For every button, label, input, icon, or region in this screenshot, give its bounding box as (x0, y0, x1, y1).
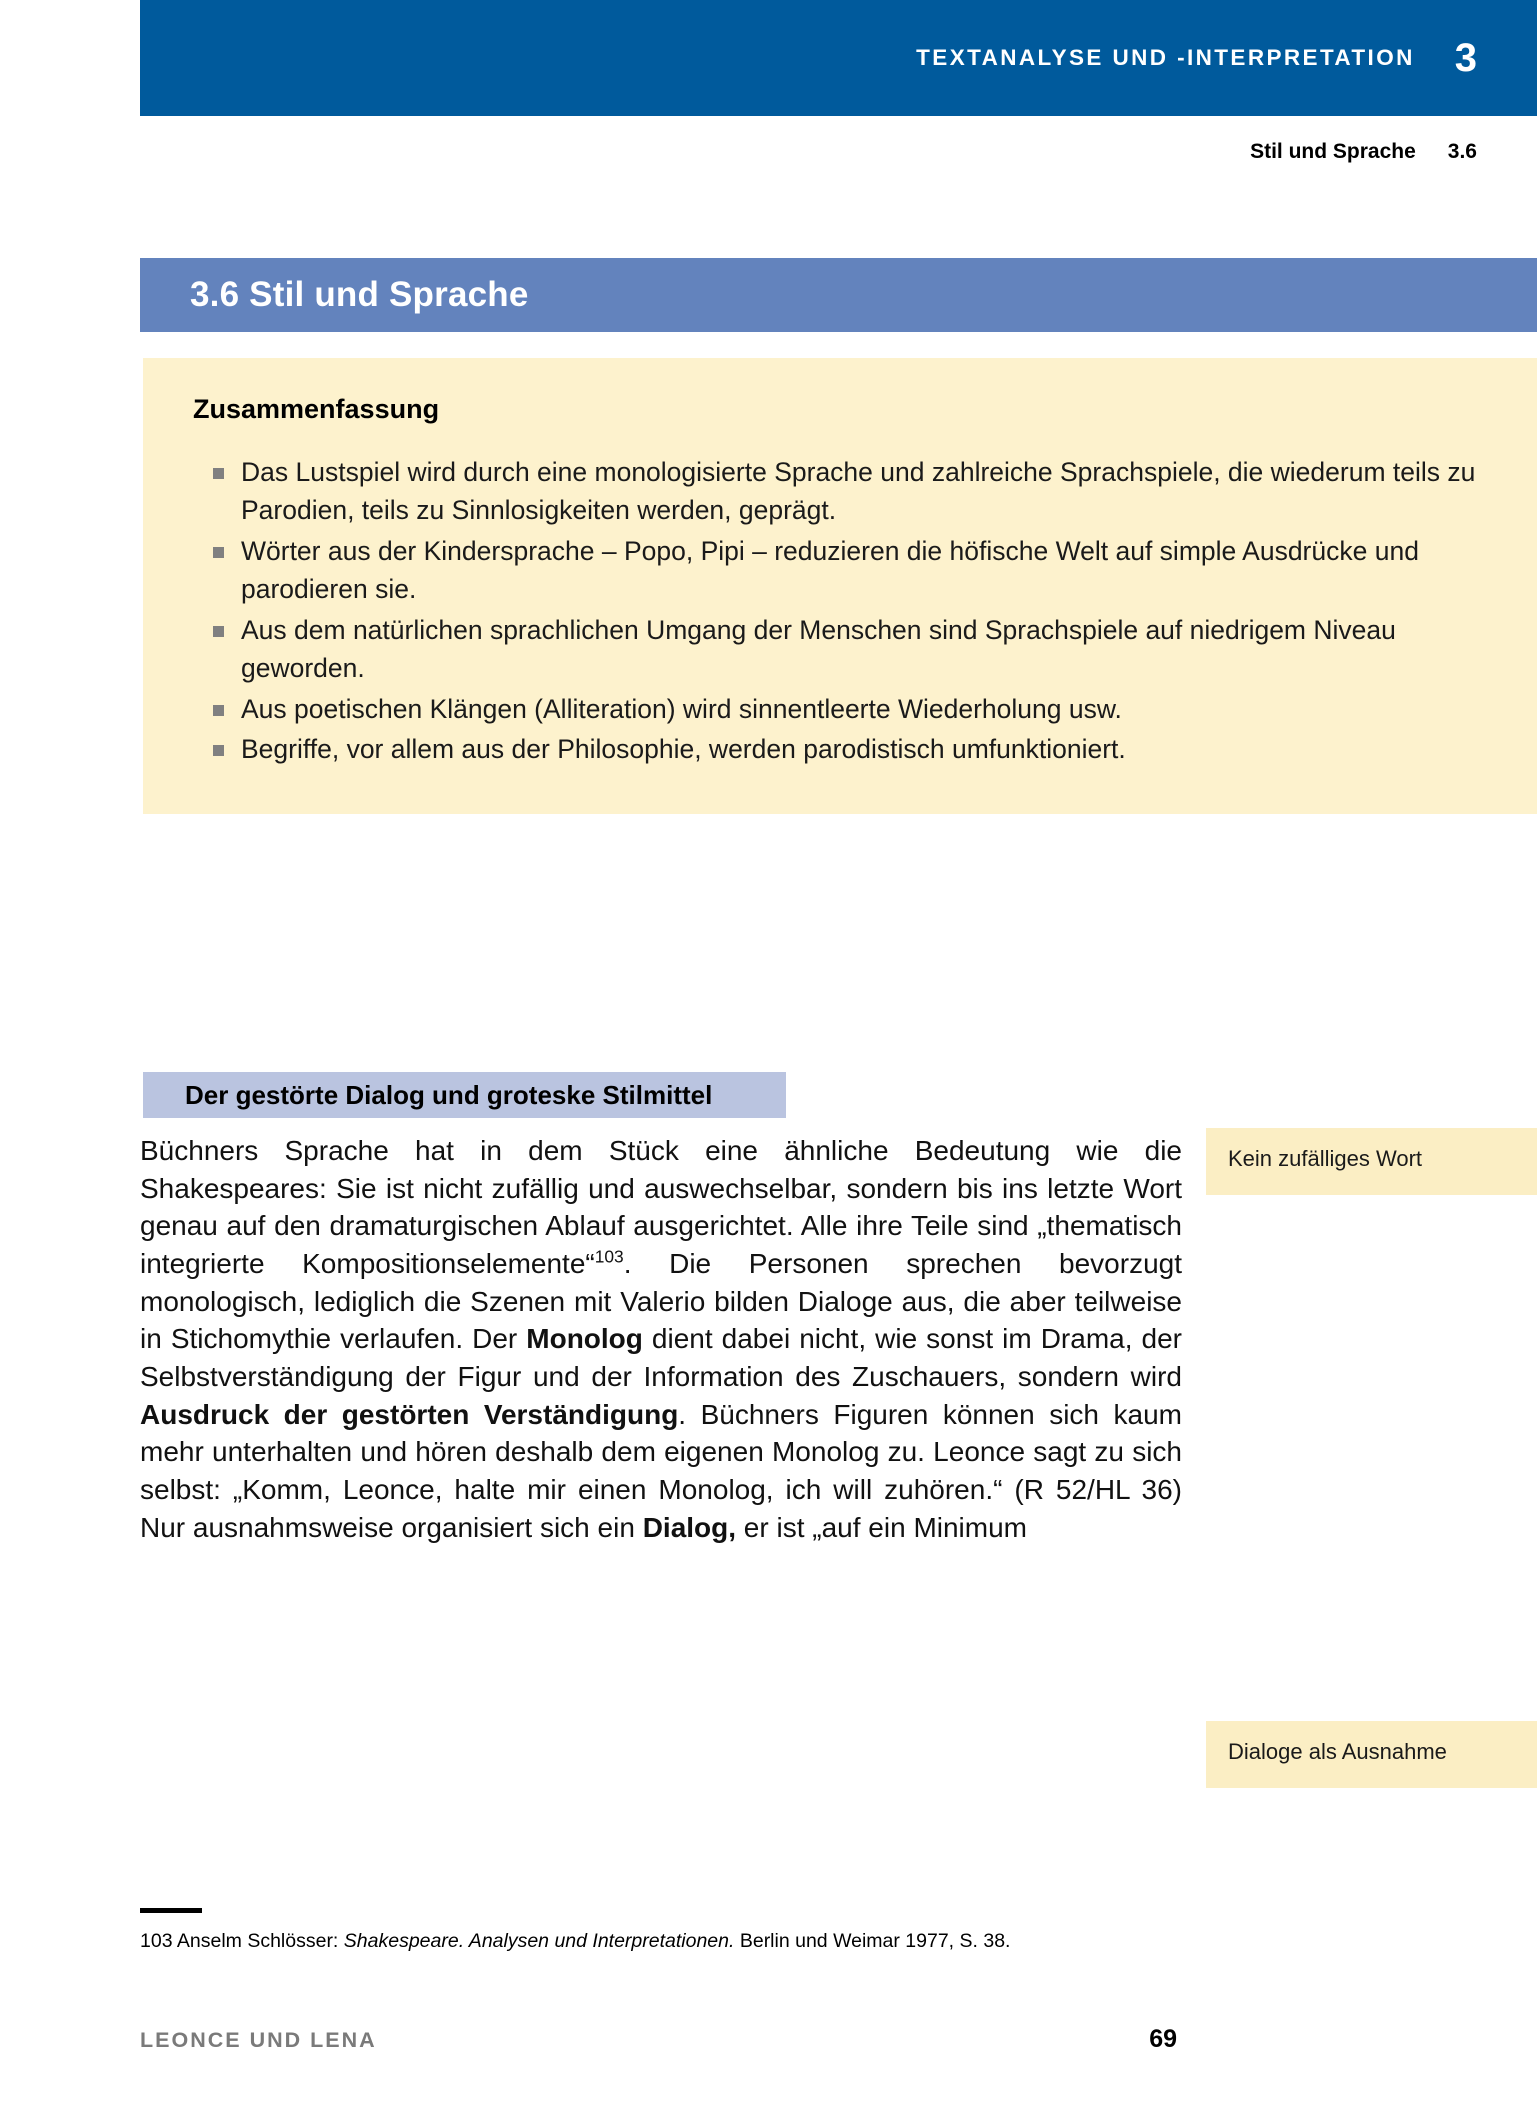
footnote-separator-rule (140, 1908, 202, 1913)
footnote (140, 1928, 1240, 1955)
summary-bullet-text: Aus poetischen Klängen (Alliteration) wird sinnentleerte Wiederholung usw. (241, 693, 1122, 724)
body-text-run: Büchners Sprache hat in dem Stück eine ähnliche Bedeutung wie die Shakespeares: Sie ist nicht zufällig und auswechselbar, sondern bis ins letzte Wort genau auf den dramaturgischen Ablauf ausgerichtet. Alle ihre Teile sind „thematisch integrierte Kompositionselemente“ (140, 1135, 1182, 1279)
summary-bullet-text: Das Lustspiel wird durch eine monologisierte Sprache und zahlreiche Sprachspiele, die wiederum teils zu Parodien, teils zu Sinnlosigkeiten werden, geprägt. (241, 457, 1476, 526)
list-item (193, 532, 1477, 609)
body-bold-term: Monolog (526, 1323, 643, 1355)
list-item (193, 453, 1477, 530)
margin-note-kein-zufaelliges-wort: Kein zufälliges Wort (1206, 1128, 1537, 1195)
summary-box (143, 358, 1537, 814)
section-title-bar (140, 258, 1537, 332)
margin-note-dialoge-als-ausnahme: Dialoge als Ausnahme (1206, 1721, 1537, 1788)
summary-bullet-list (193, 453, 1477, 768)
body-bold-term: Ausdruck der gestörten Verständigung (140, 1398, 679, 1430)
sub-running-head (1250, 140, 1477, 164)
sub-running-head-title: Stil und Sprache (1250, 140, 1416, 163)
summary-bullet-text: Wörter aus der Kindersprache – Popo, Pipi – reduzieren die höfische Welt auf simple Ausdrücke und parodieren sie. (241, 535, 1419, 605)
square-bullet-icon (213, 468, 224, 479)
list-item (193, 690, 1477, 728)
footer-book-title: LEONCE UND LENA (140, 2028, 377, 2052)
body-text-run: er ist „auf ein Minimum (736, 1511, 1027, 1543)
body-paragraph (140, 1132, 1182, 1546)
running-head-title: TEXTANALYSE UND -INTERPRETATION (916, 45, 1415, 70)
footnote-prefix: 103 Anselm Schlösser: (140, 1930, 344, 1952)
list-item (193, 611, 1477, 688)
subsection-heading-text: Der gestörte Dialog und groteske Stilmittel (185, 1079, 713, 1110)
running-head-content (916, 0, 1477, 116)
footnote-publication: Berlin und Weimar 1977, S. 38. (734, 1930, 1011, 1952)
chapter-number: 3 (1454, 36, 1477, 80)
square-bullet-icon (213, 745, 224, 756)
running-head-band (140, 0, 1537, 116)
body-text-run: . Büchners Figuren können sich kaum mehr unterhalten und hören deshalb dem eigenen Monolog zu. Leonce sagt zu sich selbst: „Komm, Leonce, halte mir einen Monolog, ich will zuhören.“ (R 52/HL 36) Nur ausnahmsweise organisiert sich ein (140, 1398, 1182, 1543)
summary-bullet-text: Aus dem natürlichen sprachlichen Umgang der Menschen sind Sprachspiele auf niedrigem Niveau geworden. (241, 614, 1396, 684)
summary-bullet-text: Begriffe, vor allem aus der Philosophie, werden parodistisch umfunktioniert. (241, 733, 1126, 764)
list-item (193, 730, 1477, 768)
footnote-work-title: Shakespeare. Analysen und Interpretationen. (343, 1930, 735, 1952)
section-title: 3.6 Stil und Sprache (190, 275, 529, 314)
footnote-marker: 103 (594, 1246, 624, 1267)
page-footer (140, 2025, 1177, 2054)
body-bold-term: Dialog, (642, 1511, 737, 1543)
body-text-run: . Die Personen sprechen bevorzugt monologisch, lediglich die Szenen mit Valerio bilden Dialoge aus, die aber teilweise in Stichomythie verlaufen. Der (140, 1247, 1182, 1355)
body-text-column (140, 1132, 1182, 1546)
subsection-heading-band (143, 1072, 786, 1118)
body-text-run: dient dabei nicht, wie sonst im Drama, der Selbstverständigung der Figur und der Information des Zuschauers, sondern wird (140, 1323, 1182, 1392)
sub-running-head-number: 3.6 (1447, 140, 1477, 163)
square-bullet-icon (213, 547, 224, 558)
page-number: 69 (1149, 2025, 1177, 2053)
summary-title: Zusammenfassung (193, 394, 440, 424)
square-bullet-icon (213, 626, 224, 637)
square-bullet-icon (213, 705, 224, 716)
